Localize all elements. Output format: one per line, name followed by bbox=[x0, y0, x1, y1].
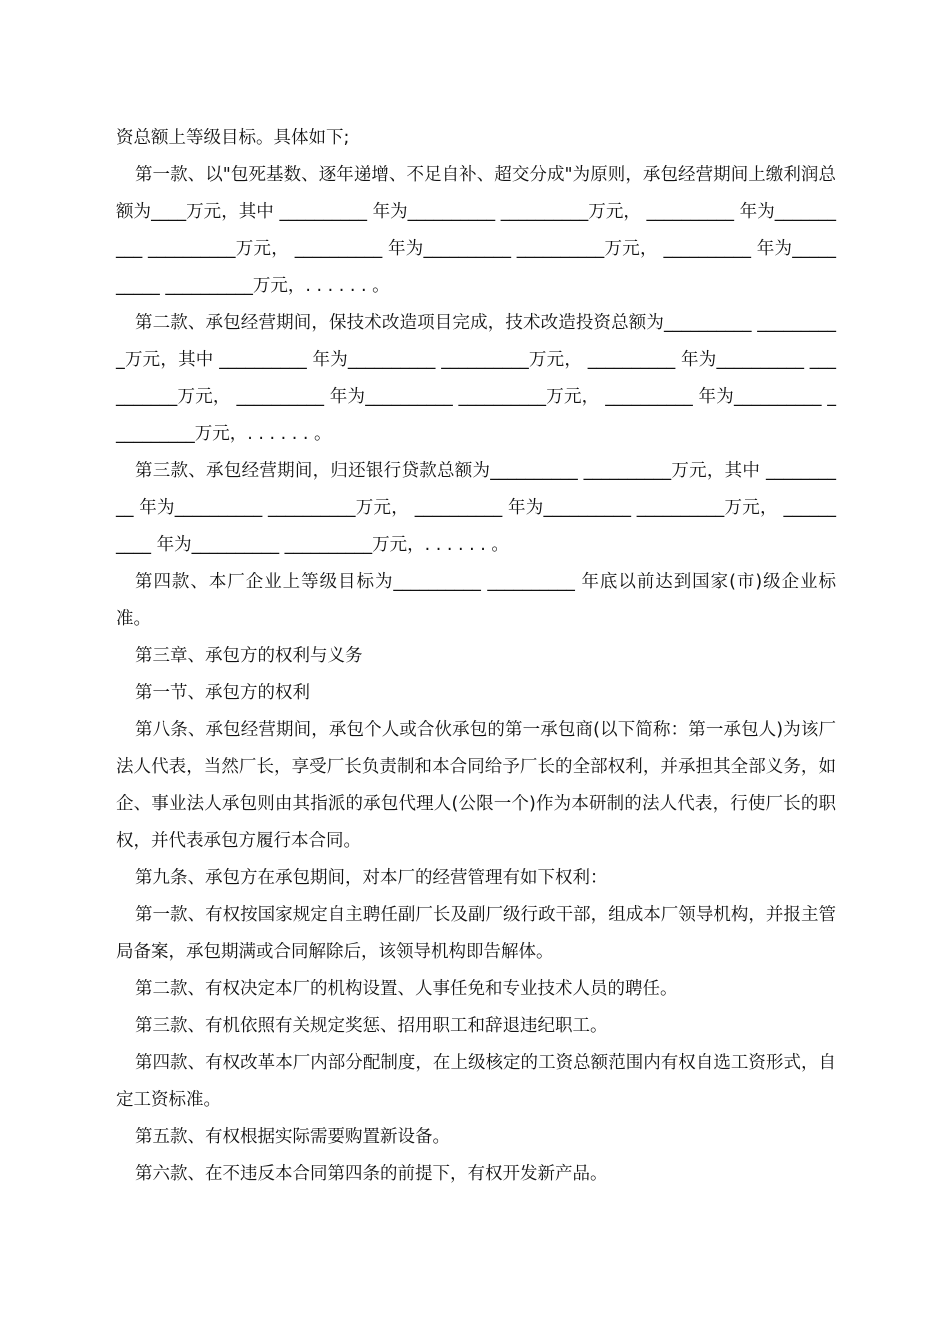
paragraph-clause-1: 第一款、以"包死基数、逐年递增、不足自补、超交分成"为原则，承包经营期间上缴利润总额为____万元，其中 __________ 年为__________ __________万元， __________ 年为__________ __________万元， __________ 年为__________ __________万元， __________ 年为__________ __________万元，. . . . . . 。 bbox=[116, 165, 836, 296]
paragraph-article-9: 第九条、承包方在承包期间，对本厂的经营管理有如下权利： bbox=[135, 868, 608, 888]
paragraph-continuation: 资总额上等级目标。具体如下; bbox=[116, 128, 350, 148]
paragraph-right-6: 第六款、在不违反本合同第四条的前提下，有权开发新产品。 bbox=[135, 1164, 608, 1184]
paragraph-article-8: 第八条、承包经营期间，承包个人或合伙承包的第一承包商(以下简称：第一承包人)为该厂法人代表，当然厂长，享受厂长负责制和本合同给予厂长的全部权利，并承担其全部义务，如企、事业法人承包则由其指派的承包代理人(公限一个)作为本研制的法人代表，行使厂长的职权，并代表承包方履行本合同。 bbox=[116, 720, 836, 851]
document-page bbox=[116, 120, 836, 1193]
paragraph-right-3: 第三款、有机依照有关规定奖惩、招用职工和辞退违纪职工。 bbox=[135, 1016, 608, 1036]
paragraph-right-2: 第二款、有权决定本厂的机构设置、人事任免和专业技术人员的聘任。 bbox=[135, 979, 678, 999]
section-heading: 第一节、承包方的权利 bbox=[135, 683, 310, 703]
paragraph-clause-4: 第四款、本厂企业上等级目标为__________ __________ 年底以前达到国家(市)级企业标准。 bbox=[116, 572, 836, 629]
paragraph-clause-2: 第二款、承包经营期间，保技术改造项目完成，技术改造投资总额为__________ __________万元，其中 __________ 年为__________ __________万元， __________ 年为__________ __________万元， __________ 年为__________ __________万元， __________ 年为__________ __________万元，. . . . . . 。 bbox=[116, 313, 836, 444]
paragraph-clause-3: 第三款、承包经营期间，归还银行贷款总额为__________ __________万元，其中 __________ 年为__________ __________万元， __________ 年为__________ __________万元， __________ 年为__________ __________万元，. . . . . . 。 bbox=[116, 461, 836, 555]
paragraph-right-1: 第一款、有权按国家规定自主聘任副厂长及副厂级行政干部，组成本厂领导机构，并报主管局备案，承包期满或合同解除后，该领导机构即告解体。 bbox=[116, 905, 836, 962]
paragraph-right-4: 第四款、有权改革本厂内部分配制度，在上级核定的工资总额范围内有权自选工资形式，自定工资标准。 bbox=[116, 1053, 836, 1110]
chapter-heading: 第三章、承包方的权利与义务 bbox=[135, 646, 363, 666]
paragraph-right-5: 第五款、有权根据实际需要购置新设备。 bbox=[135, 1127, 450, 1147]
